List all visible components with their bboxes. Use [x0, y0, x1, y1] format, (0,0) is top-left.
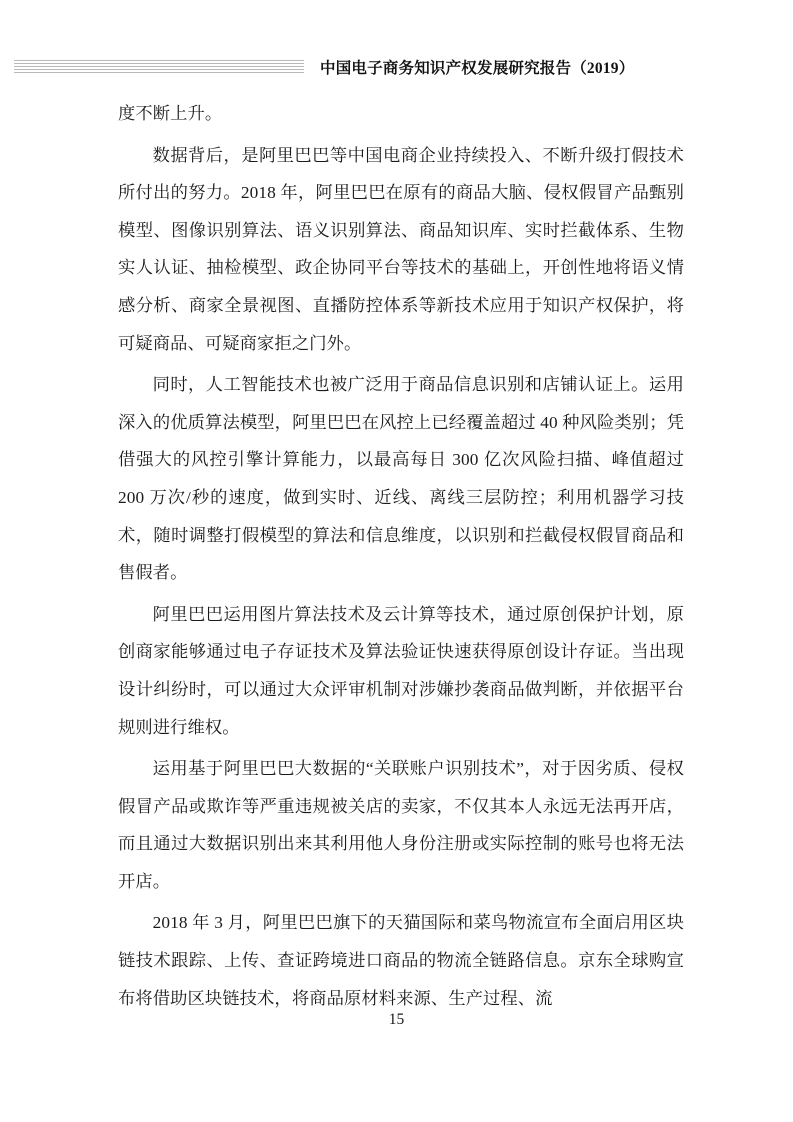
paragraph: 2018 年 3 月，阿里巴巴旗下的天猫国际和菜鸟物流宣布全面启用区块链技术跟踪、上传、查证跨境进口商品的物流全链路信息。京东全球购宣布将借助区块链技术，将商品原材料来源、生产过程、流	[118, 913, 684, 1008]
page-body	[118, 95, 684, 1021]
paragraph: 度不断上升。	[118, 104, 223, 123]
paragraph: 阿里巴巴运用图片算法技术及云计算等技术，通过原创保护计划，原创商家能够通过电子存证技术及算法验证快速获得原创设计存证。当出现设计纠纷时，可以通过大众评审机制对涉嫌抄袭商品做判断，并依据平台规则进行维权。	[118, 604, 684, 737]
page-header	[0, 52, 793, 82]
header-title: 中国电子商务知识产权发展研究报告（2019）	[320, 60, 635, 77]
page-number: 15	[388, 1011, 405, 1028]
paragraph: 运用基于阿里巴巴大数据的“关联账户识别技术”，对于因劣质、侵权假冒产品或欺诈等严重违规被关店的卖家，不仅其本人永远无法再开店，而且通过大数据识别出来其利用他人身份注册或实际控制的账号也将无法开店。	[118, 759, 684, 891]
header-decorative-rule	[14, 60, 304, 74]
paragraph: 同时，人工智能技术也被广泛用于商品信息识别和店铺认证上。运用深入的优质算法模型，阿里巴巴在风控上已经覆盖超过 40 种风险类别；凭借强大的风控引擎计算能力，以最高每日 300 亿次风险扫描、峰值超过 200 万次/秒的速度，做到实时、近线、离线三层防控；利用机器学习技术，随时调整打假模型的算法和信息维度，以识别和拦截侵权假冒商品和售假者。	[118, 375, 684, 583]
paragraph: 数据背后，是阿里巴巴等中国电商企业持续投入、不断升级打假技术所付出的努力。2018 年，阿里巴巴在原有的商品大脑、侵权假冒产品甄别模型、图像识别算法、语义识别算法、商品知识库、实时拦截体系、生物实人认证、抽检模型、政企协同平台等技术的基础上，开创性地将语义情感分析、商家全景视图、直播防控体系等新技术应用于知识产权保护，将可疑商品、可疑商家拒之门外。	[118, 145, 684, 353]
